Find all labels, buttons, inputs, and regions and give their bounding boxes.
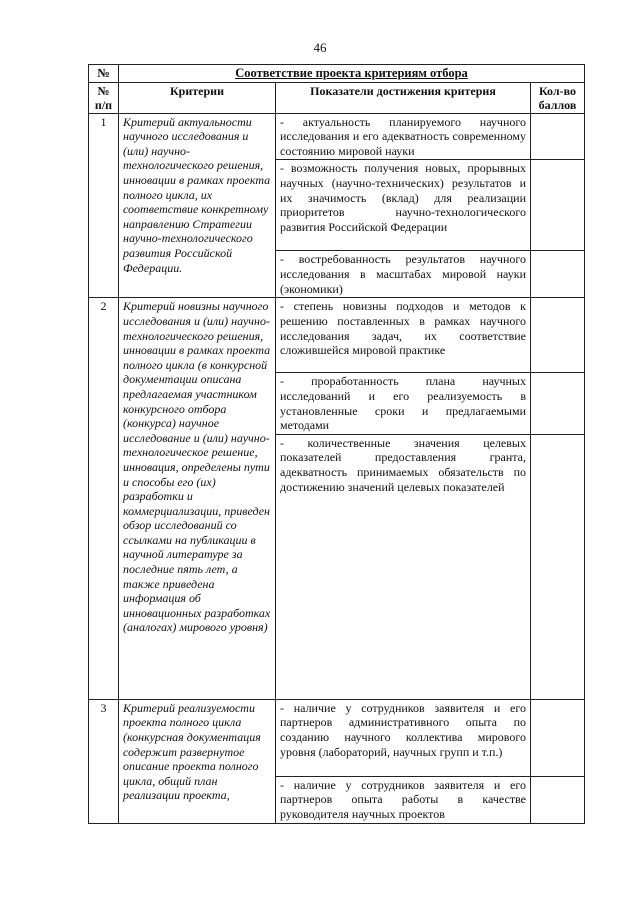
table-title: Соответствие проекта критериям отбора xyxy=(119,65,585,83)
row-number: 2 xyxy=(89,298,119,699)
indicator-text: - степень новизны подходов и методов к решению поставленных в рамках научного исследования задач, их соответствие сложившейся мировой практике xyxy=(276,298,531,373)
points-cell xyxy=(531,160,585,251)
header-indicators: Показатели достижения критерия xyxy=(276,82,531,113)
header-criteria: Критерии xyxy=(119,82,276,113)
points-cell xyxy=(531,699,585,776)
criterion-text: Критерий реализуемости проекта полного цикла (конкурсная документация содержит развернутое описание проекта полного цикла, общий план реализации проекта, xyxy=(119,699,276,823)
page-number: 46 xyxy=(313,40,327,55)
points-cell xyxy=(531,776,585,823)
table-row xyxy=(89,298,585,373)
indicator-text: - количественные значения целевых показателей предоставления гранта, адекватность принимаемых обязательств по достижению значений целевых показателей xyxy=(276,434,531,699)
points-cell xyxy=(531,251,585,298)
indicator-text: - проработанность плана научных исследований и его реализуемость в установленные сроки и предлагаемыми методами xyxy=(276,373,531,434)
indicator-text: - востребованность результатов научного исследования в масштабах мировой науки (экономики) xyxy=(276,251,531,298)
indicator-text: - наличие у сотрудников заявителя и его партнеров опыта работы в качестве руководителя научных проектов xyxy=(276,776,531,823)
row-number: 1 xyxy=(89,113,119,298)
indicator-text: - актуальность планируемого научного исследования и его адекватность современному состоянию мировой науки xyxy=(276,113,531,160)
criteria-table xyxy=(88,64,585,824)
criterion-text: Критерий новизны научного исследования и (или) научно-технологического решения, инновации в рамках проекта полного цикла (в конкурсной документации описана предлагаемая участником конкурсного отбора (конкурса) научное исследование и (или) научно-технологическое решение, инновация, определены пути и способы его (их) разработки и коммерциализации, приведен обзор исследований со ссылками на публикации в научной литературе за последние пять лет, а также приведена информация об инновационных разработках (аналогах) мирового уровня) xyxy=(119,298,276,699)
indicator-text: - наличие у сотрудников заявителя и его партнеров административного опыта по созданию научного коллектива мирового уровня (лабораторий, научных групп и т.п.) xyxy=(276,699,531,776)
points-cell xyxy=(531,298,585,373)
header-points: Кол-во баллов xyxy=(531,82,585,113)
title-no: № xyxy=(89,65,119,83)
table-row xyxy=(89,113,585,160)
indicator-text: - возможность получения новых, прорывных научных (научно-технических) результатов и их значимость (вклад) для реализации приоритетов научно-технологического развития Российской Федерации xyxy=(276,160,531,251)
table-header-row xyxy=(89,82,585,113)
points-cell xyxy=(531,113,585,160)
row-number: 3 xyxy=(89,699,119,823)
points-cell xyxy=(531,434,585,699)
criterion-text: Критерий актуальности научного исследования и (или) научно-технологического решения, инновации в рамках проекта полного цикла, их соответствие конкретному направлению Стратегии научно-технологического развития Российской Федерации. xyxy=(119,113,276,298)
table-row xyxy=(89,699,585,776)
table-title-row xyxy=(89,65,585,83)
points-cell xyxy=(531,373,585,434)
header-num: № п/п xyxy=(89,82,119,113)
